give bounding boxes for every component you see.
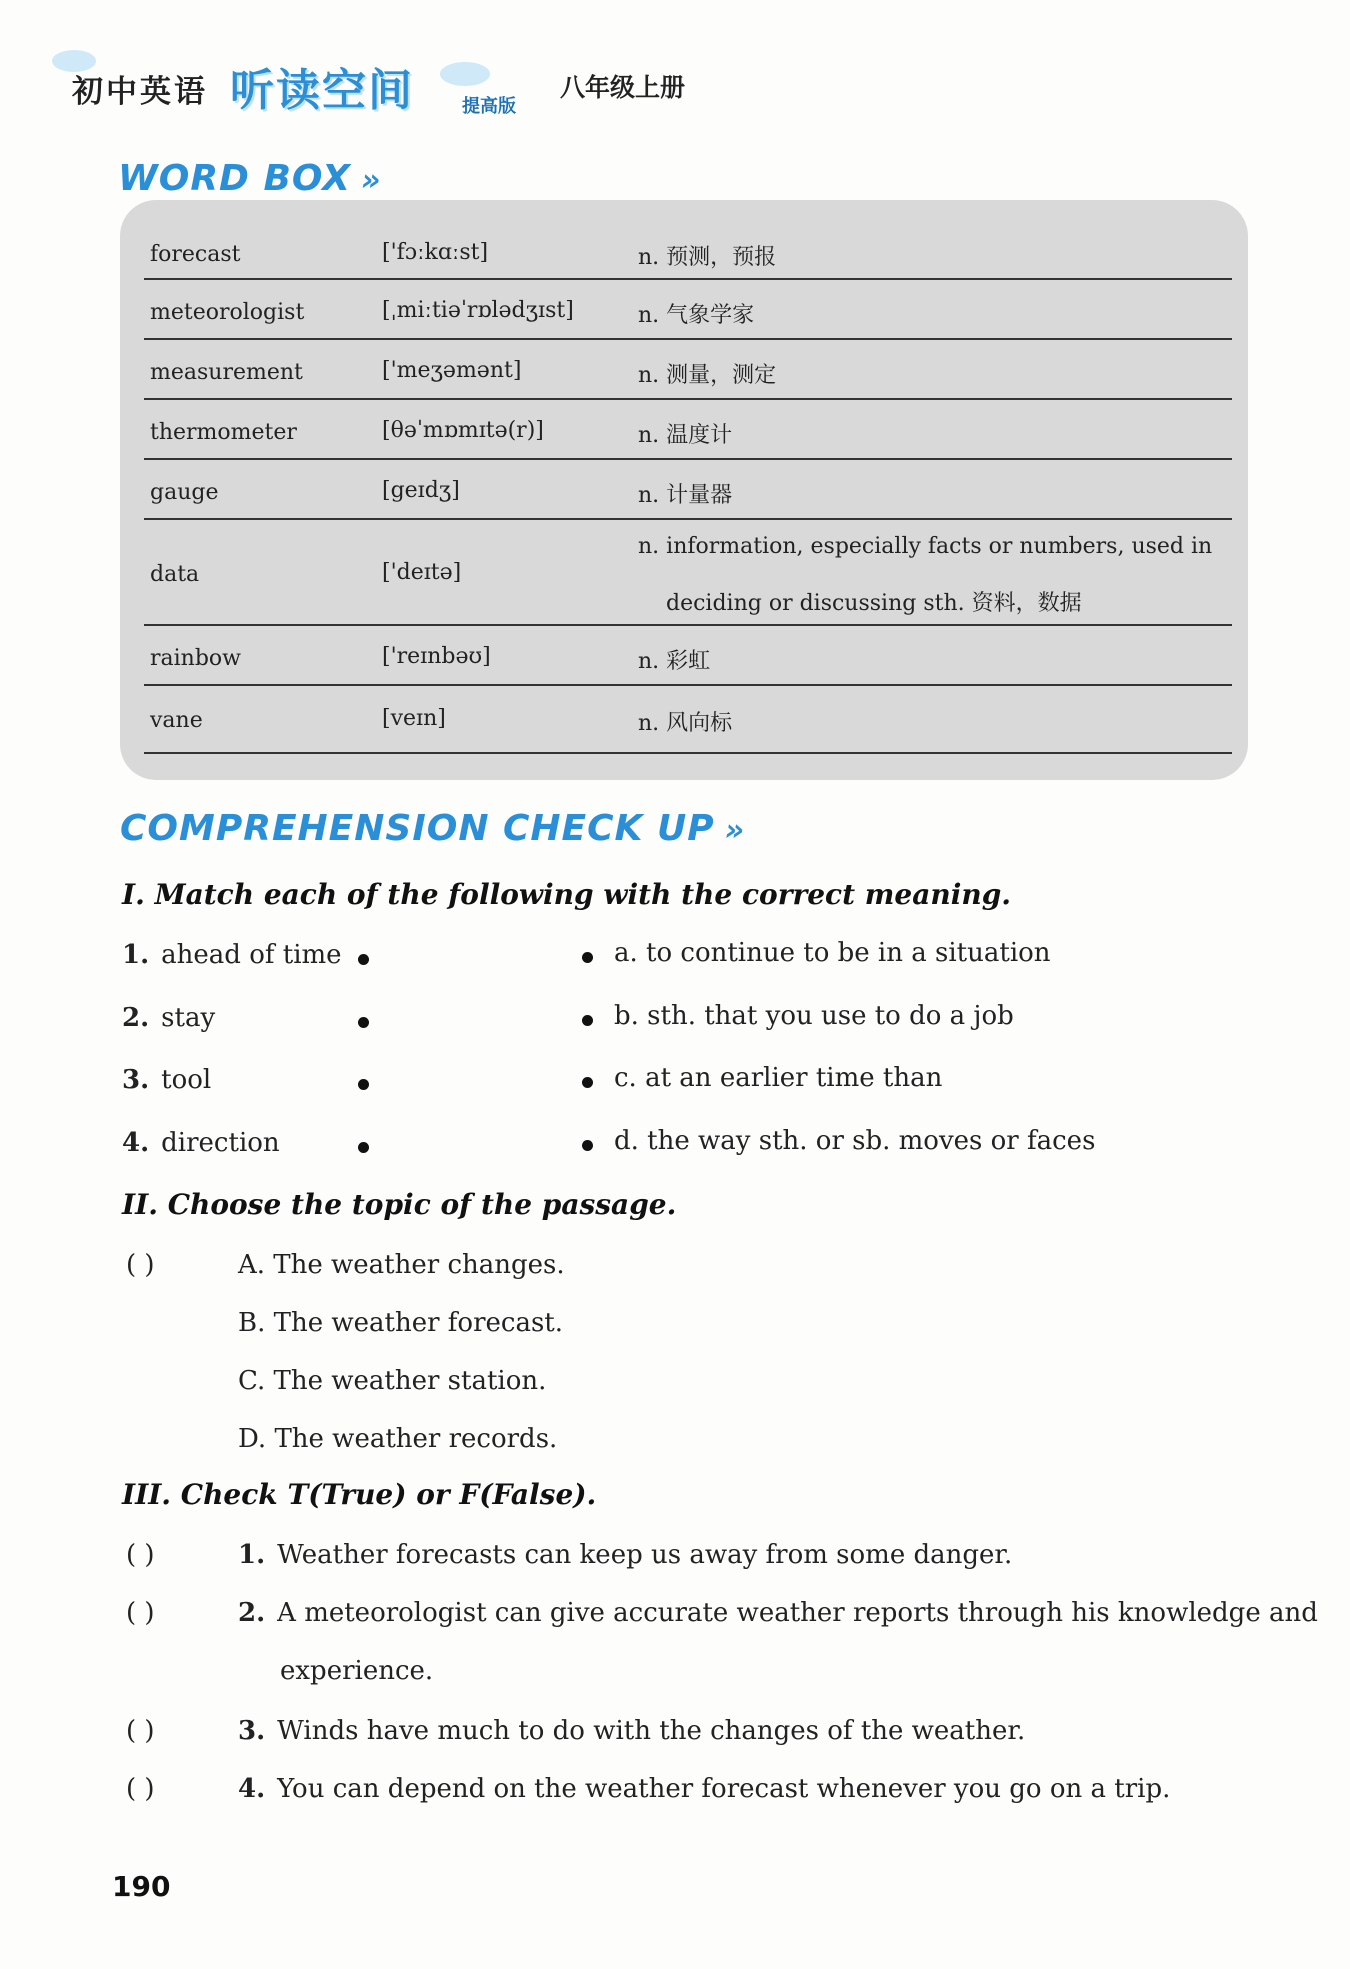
match-dot-right[interactable] [582,952,593,963]
word-row [144,686,1232,754]
tf-item: 4. You can depend on the weather forecast whenever you go on a trip. [238,1774,1171,1804]
page-header [60,50,860,130]
match-right-item: a. to continue to be in a situation [614,938,1051,968]
word-box-title: WORD BOX » [118,158,382,199]
part1-title: I. Match each of the following with the correct meaning. [122,878,1012,911]
word: vane [150,708,203,733]
word-row [144,400,1232,460]
word: data [150,562,200,587]
tf-item: 3. Winds have much to do with the changes of the weather. [238,1716,1026,1746]
book-series: 初中英语 [72,74,208,110]
word-row [144,460,1232,520]
meaning: n. 彩虹 [638,649,711,674]
phonetic: [geɪdʒ] [382,478,460,503]
match-dot-right[interactable] [582,1077,593,1088]
phonetic: [θəˈmɒmɪtə(r)] [382,418,544,443]
match-dot-right[interactable] [582,1140,593,1151]
phonetic: [veɪn] [382,706,446,731]
double-chevron-icon: » [360,163,382,198]
meaning: n. 计量器 [638,483,733,508]
match-left-item: 1. ahead of time [122,940,342,970]
word: measurement [150,360,303,385]
phonetic: ['fɔːkɑːst] [382,240,489,265]
topic-option: D. The weather records. [238,1424,558,1454]
word-row [144,230,1232,280]
match-left-item: 2. stay [122,1003,216,1033]
match-dot-right[interactable] [582,1015,593,1026]
match-right-item: d. the way sth. or sb. moves or faces [614,1126,1096,1156]
meaning: n. information, especially facts or numbers, used in [638,534,1213,559]
brand-logo: 听读空间 [230,65,414,116]
word-box [120,200,1248,780]
answer-bracket[interactable]: ( ) [126,1250,155,1280]
meaning: n. 预测，预报 [638,245,777,270]
answer-bracket[interactable]: ( ) [126,1774,155,1804]
match-dot-left[interactable] [358,954,369,965]
word: forecast [150,242,241,267]
double-chevron-icon: » [724,813,746,848]
meaning: n. 风向标 [638,711,733,736]
match-dot-left[interactable] [358,1079,369,1090]
edition-label: 提高版 [462,96,516,117]
phonetic: ['reɪnbəʊ] [382,644,491,669]
word-row [144,280,1232,340]
comprehension-title: COMPREHENSION CHECK UP » [120,808,746,849]
topic-option: B. The weather forecast. [238,1308,563,1338]
tf-item: 1. Weather forecasts can keep us away from some danger. [238,1540,1013,1570]
word-row [144,626,1232,686]
meaning: n. 温度计 [638,423,733,448]
tf-item: 2. A meteorologist can give accurate weather reports through his knowledge and [238,1598,1318,1628]
match-dot-left[interactable] [358,1017,369,1028]
grade-label: 八年级上册 [560,73,686,102]
tf-item-continued: experience. [280,1656,434,1686]
word: thermometer [150,420,297,445]
match-dot-left[interactable] [358,1142,369,1153]
phonetic: [ˌmiːtiəˈrɒlədʒɪst] [382,298,574,323]
answer-bracket[interactable]: ( ) [126,1716,155,1746]
cloud-decoration [440,62,490,86]
answer-bracket[interactable]: ( ) [126,1540,155,1570]
match-left-item: 4. direction [122,1128,280,1158]
page-number: 190 [112,1870,171,1903]
topic-option: C. The weather station. [238,1366,547,1396]
part3-title: III. Check T(True) or F(False). [122,1478,597,1511]
match-right-item: b. sth. that you use to do a job [614,1001,1014,1031]
phonetic: ['deɪtə] [382,560,462,585]
word-row [144,340,1232,400]
phonetic: ['meʒəmənt] [382,358,522,383]
part2-title: II. Choose the topic of the passage. [122,1188,677,1221]
word: meteorologist [150,300,305,325]
match-right-item: c. at an earlier time than [614,1063,943,1093]
meaning: n. 测量，测定 [638,363,777,388]
meaning: n. 气象学家 [638,303,755,328]
word: rainbow [150,646,241,671]
match-left-item: 3. tool [122,1065,212,1095]
word-row [144,520,1232,626]
word: gauge [150,480,219,505]
meaning-continued: deciding or discussing sth. 资料，数据 [666,591,1082,616]
answer-bracket[interactable]: ( ) [126,1598,155,1628]
topic-option: A. The weather changes. [238,1250,565,1280]
